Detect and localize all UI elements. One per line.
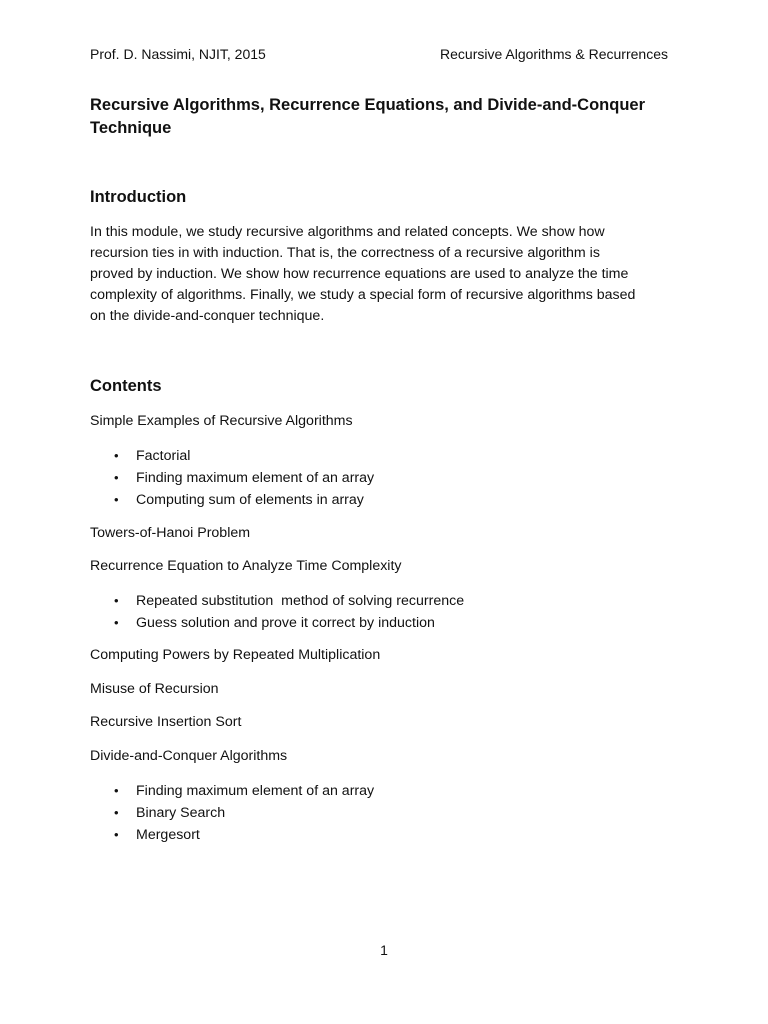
- page-number: 1: [380, 942, 388, 958]
- contents-item-towers: Towers-of-Hanoi Problem: [90, 525, 251, 541]
- intro-line: recursion ties in with induction. That is, the correctness of a recursive algorithm is: [90, 245, 600, 261]
- contents-item-simple-examples: Simple Examples of Recursive Algorithms: [90, 413, 353, 429]
- list-item: • Repeated substitution method of solving recurrence: [90, 590, 464, 612]
- introduction-paragraph: [90, 222, 680, 327]
- bullet-icon: •: [114, 805, 119, 820]
- document-title: Recursive Algorithms, Recurrence Equations, and Divide-and-Conquer Technique: [90, 96, 645, 137]
- intro-line: on the divide-and-conquer technique.: [90, 308, 325, 324]
- divide-conquer-list: [90, 780, 374, 846]
- contents-item-recurrence: Recurrence Equation to Analyze Time Complexity: [90, 558, 402, 574]
- list-item: • Finding maximum element of an array: [90, 467, 374, 489]
- simple-examples-list: [90, 445, 374, 511]
- bullet-icon: •: [114, 783, 119, 798]
- list-item: • Factorial: [90, 445, 374, 467]
- contents-heading: Contents: [90, 377, 162, 395]
- list-item: • Finding maximum element of an array: [90, 780, 374, 802]
- contents-item-misuse: Misuse of Recursion: [90, 681, 219, 697]
- page-header-left: Prof. D. Nassimi, NJIT, 2015: [90, 46, 266, 62]
- contents-item-insertion-sort: Recursive Insertion Sort: [90, 714, 242, 730]
- bullet-icon: •: [114, 827, 119, 842]
- intro-line: In this module, we study recursive algorithms and related concepts. We show how: [90, 224, 605, 240]
- list-item: • Binary Search: [90, 802, 374, 824]
- bullet-icon: •: [114, 593, 119, 608]
- page-header-right: Recursive Algorithms & Recurrences: [440, 46, 668, 62]
- bullet-icon: •: [114, 470, 119, 485]
- intro-line: proved by induction. We show how recurrence equations are used to analyze the time: [90, 266, 629, 282]
- list-item: • Mergesort: [90, 824, 374, 846]
- introduction-heading: Introduction: [90, 188, 187, 206]
- recurrence-list: [90, 590, 464, 634]
- bullet-icon: •: [114, 492, 119, 507]
- bullet-icon: •: [114, 615, 119, 630]
- intro-line: complexity of algorithms. Finally, we study a special form of recursive algorithms based: [90, 287, 636, 303]
- list-item: • Computing sum of elements in array: [90, 489, 374, 511]
- contents-item-divide-conquer: Divide-and-Conquer Algorithms: [90, 748, 288, 764]
- contents-item-powers: Computing Powers by Repeated Multiplication: [90, 647, 381, 663]
- bullet-icon: •: [114, 448, 119, 463]
- list-item: • Guess solution and prove it correct by induction: [90, 612, 464, 634]
